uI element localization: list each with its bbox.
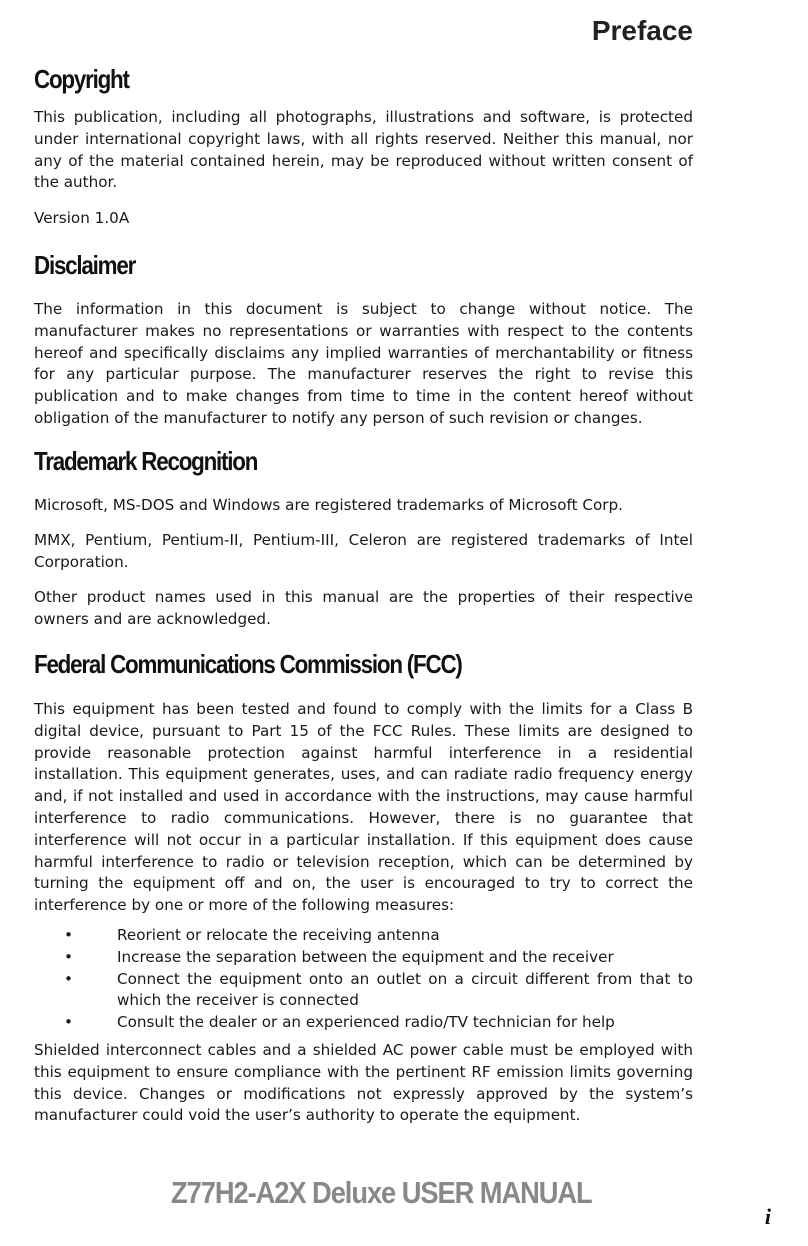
copyright-paragraph: This publication, including all photographs, illustrations and software, is protected under international copyright laws, with all rights reserved. Neither this manual, nor any of the material contained herein, may be reproduced without written consent of the author. — [34, 108, 693, 192]
trademark-microsoft: Microsoft, MS-DOS and Windows are registered trademarks of Microsoft Corp. — [34, 496, 623, 514]
manual-page — [34, 0, 771, 1246]
disclaimer-heading: Disclaimer — [34, 250, 136, 280]
measure-text: Consult the dealer or an experienced radio/TV technician for help — [117, 1013, 615, 1032]
fcc-measures-list — [34, 925, 693, 1034]
bullet-icon: • — [64, 947, 73, 966]
disclaimer-paragraph: The information in this document is subject to change without notice. The manufacturer makes no representations or warranties with respect to the contents hereof and specifically disclaims any implied warranties of merchantability or fitness for any particular purpose. The manufacturer reserves the right to revise this publication and to make changes from time to time in the content hereof without obligation of the manufacturer to notify any person of such revision or changes. — [34, 300, 693, 427]
list-item — [34, 1012, 693, 1034]
bullet-icon: • — [64, 926, 73, 944]
trademark-others: Other product names used in this manual are the properties of their respective owners and are acknowledged. — [34, 588, 693, 628]
fcc-intro-paragraph: This equipment has been tested and found to comply with the limits for a Class B digital device, pursuant to Part 15 of the FCC Rules. These limits are designed to provide reasonable protection against harmful interference in a residential installation. This equipment generates, uses, and can radiate radio frequency energy and, if not installed and used in accordance with the instructions, may cause harmful interference to radio communications. However, there is no guarantee that interference will not occur in a particular installation. If this equipment does cause harmful interference to radio or television reception, which can be determined by turning the equipment off and on, the user is encouraged to try to correct the interference by one or more of the following measures: — [34, 700, 693, 915]
copyright-heading: Copyright — [34, 64, 129, 94]
measure-text: Connect the equipment onto an outlet on a circuit different from that to which the receiver is connected — [117, 969, 693, 1010]
list-item — [34, 969, 693, 1013]
measure-text: Reorient or relocate the receiving antenna — [117, 926, 440, 944]
list-item — [34, 947, 693, 969]
version-text: Version 1.0A — [34, 209, 130, 227]
bullet-icon: • — [64, 1013, 73, 1032]
fcc-heading: Federal Communications Commission (FCC) — [34, 649, 462, 679]
manual-title-footer: Z77H2-A2X Deluxe USER MANUAL — [171, 1175, 592, 1210]
list-item — [34, 925, 693, 947]
trademark-intel: MMX, Pentium, Pentium-II, Pentium-III, Celeron are registered trademarks of Intel Corporation. — [34, 531, 693, 571]
trademark-heading: Trademark Recognition — [34, 446, 258, 476]
fcc-closing-paragraph: Shielded interconnect cables and a shielded AC power cable must be employed with this equipment to ensure compliance with the pertinent RF emission limits governing this device. Changes or modifications not expressly approved by the system’s manufacturer could void the user’s authority to operate the equipment. — [34, 1041, 693, 1125]
page-number: i — [764, 1204, 771, 1229]
bullet-icon: • — [64, 969, 73, 988]
running-head: Preface — [591, 15, 693, 46]
measure-text: Increase the separation between the equipment and the receiver — [117, 947, 614, 966]
